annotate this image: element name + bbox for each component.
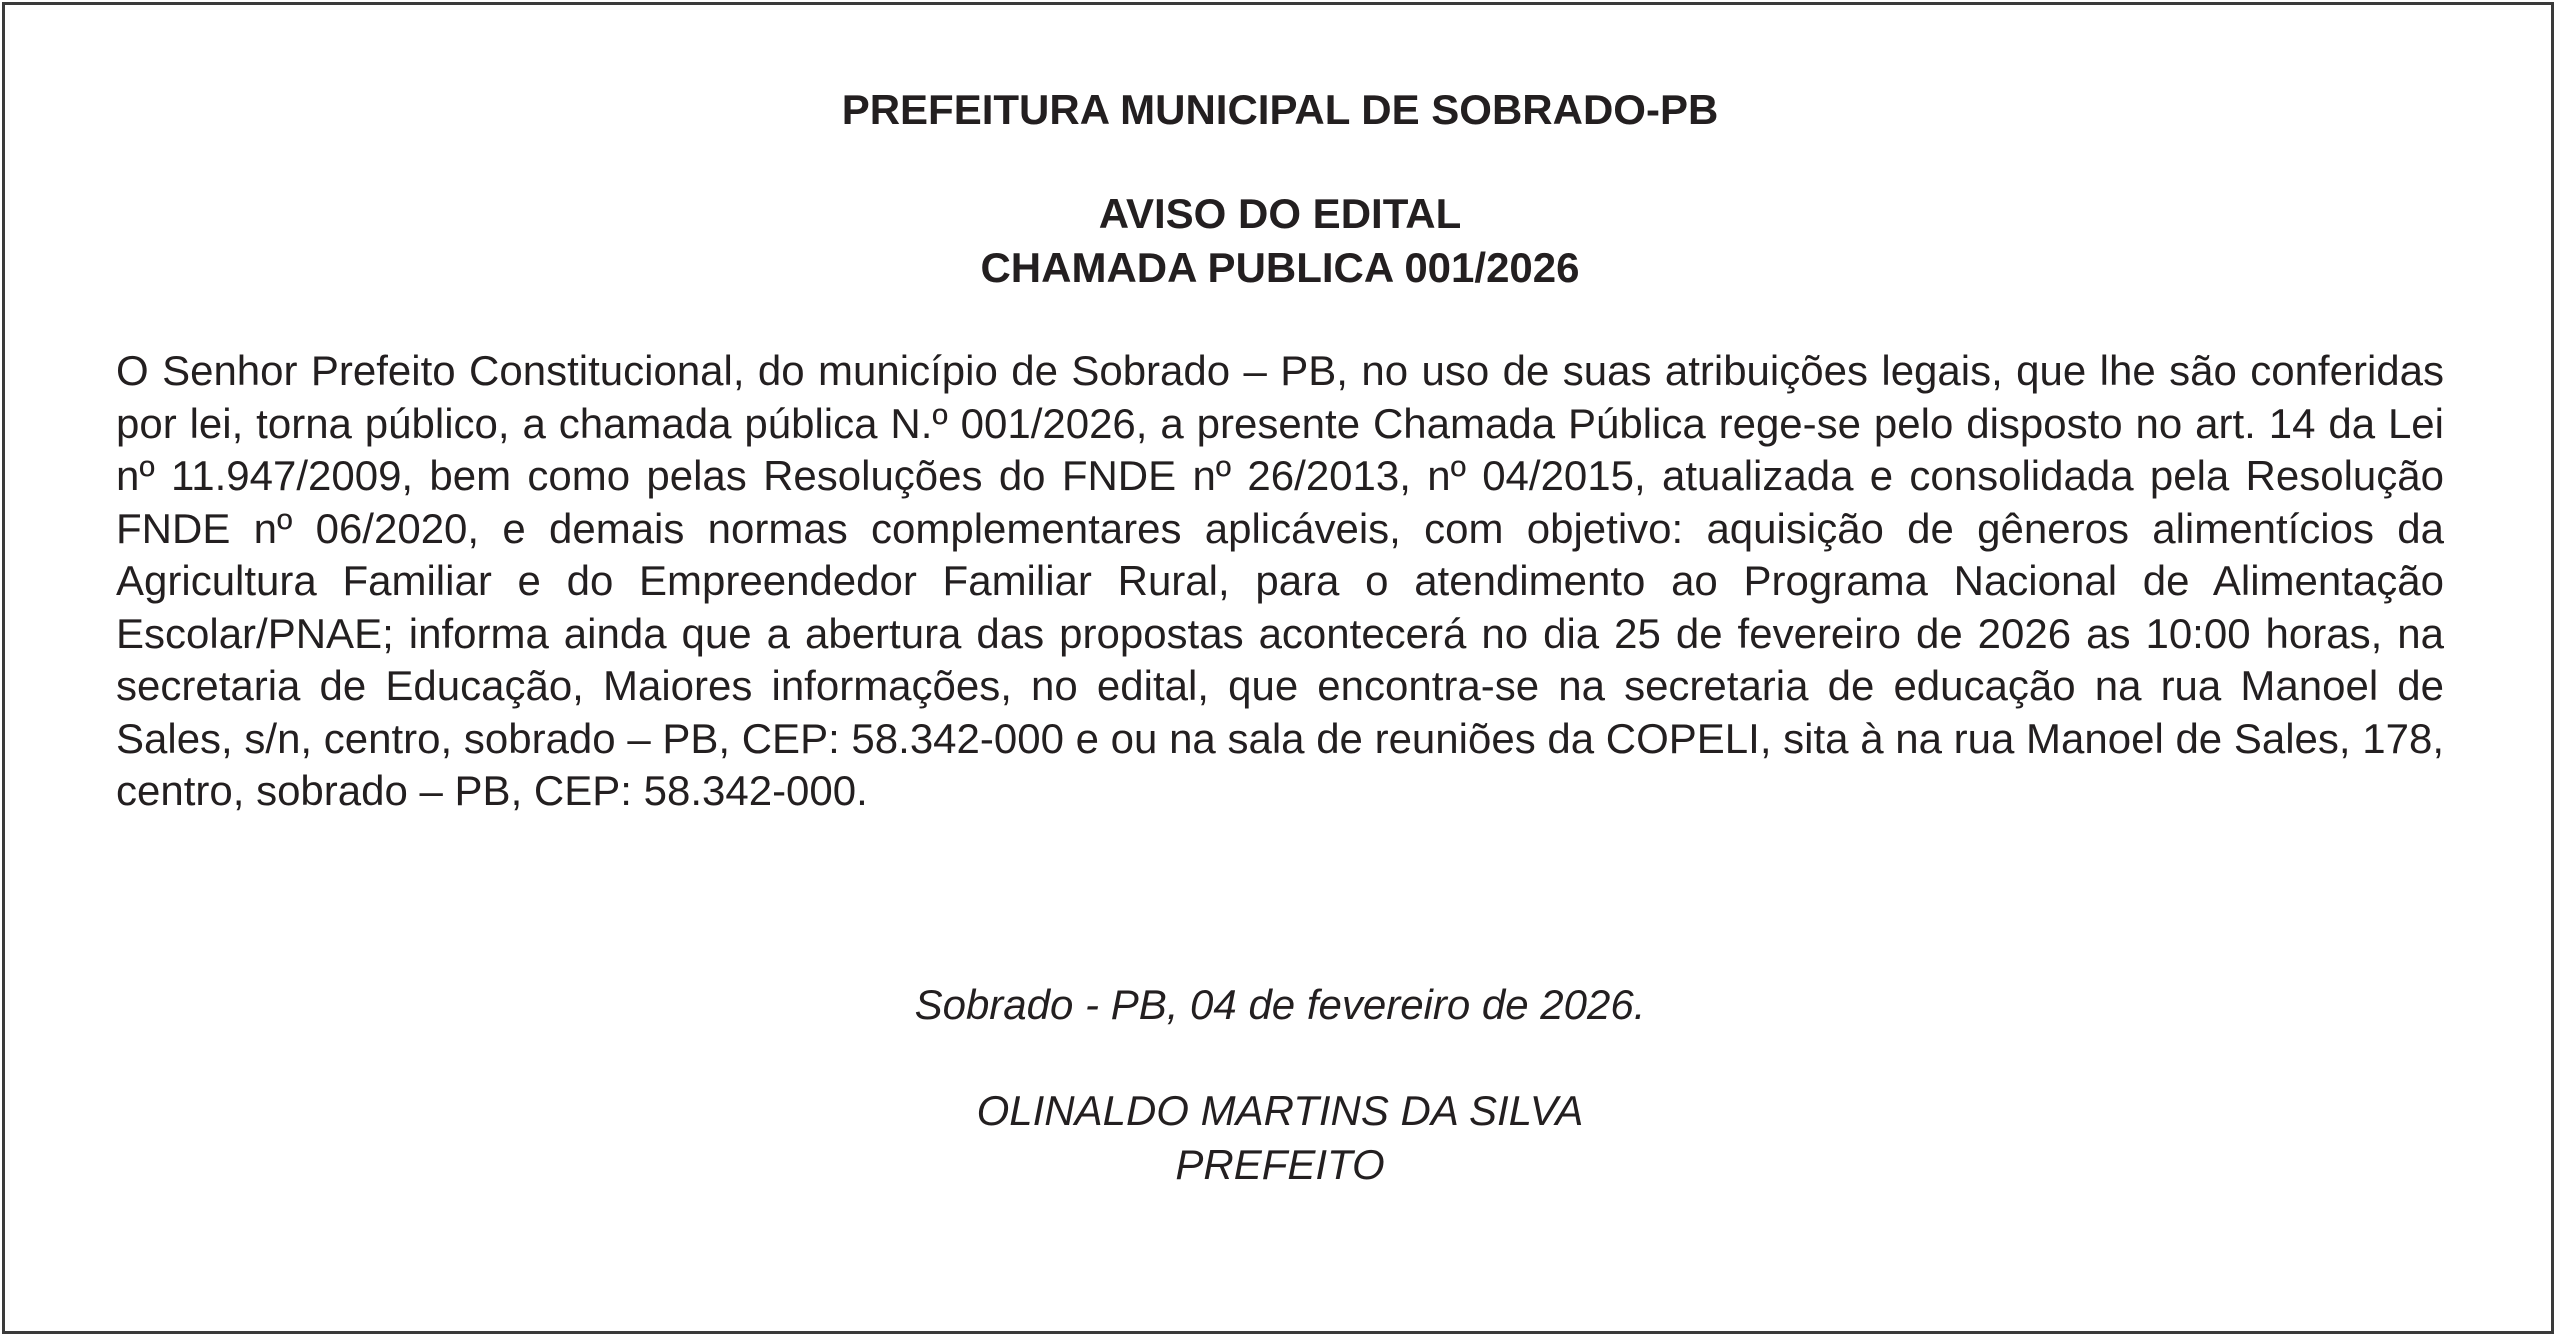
signatory-name: OLINALDO MARTINS DA SILVA [976,1087,1584,1134]
call-title: CHAMADA PUBLICA 001/2026 [980,244,1580,291]
place-date: Sobrado - PB, 04 de fevereiro de 2026. [914,981,1646,1028]
signatory-role: PREFEITO [1175,1141,1385,1188]
organization-heading: PREFEITURA MUNICIPAL DE SOBRADO-PB [841,86,1719,133]
notice-body-paragraph: O Senhor Prefeito Constitucional, do município de Sobrado – PB, no uso de suas atribuições legais, que lhe são conferidas por lei, torna público, a chamada pública N.º 001/2026, a presente Chamada Pública rege-se pelo disposto no art. 14 da Lei nº 11.947/2009, bem como pelas Resoluções do FNDE nº 26/2013, nº 04/2015, atualizada e consolidada pela Resolução FNDE nº 06/2020, e demais normas complementares aplicáveis, com objetivo: aquisição de gêneros alimentícios da Agricultura Familiar e do Empreendedor Familiar Rural, para o atendimento ao Programa Nacional de Alimentação Escolar/PNAE; informa ainda que a abertura das propostas acontecerá no dia 25 de fevereiro de 2026 as 10:00 horas, na secretaria de Educação, Maiores informações, no edital, que encontra-se na secretaria de educação na rua Manoel de Sales, s/n, centro, sobrado – PB, CEP: 58.342-000 e ou na sala de reuniões da COPELI, sita à na rua Manoel de Sales, 178, centro, sobrado – PB, CEP: 58.342-000. [116,347,2444,814]
notice-title: AVISO DO EDITAL [1098,190,1462,237]
